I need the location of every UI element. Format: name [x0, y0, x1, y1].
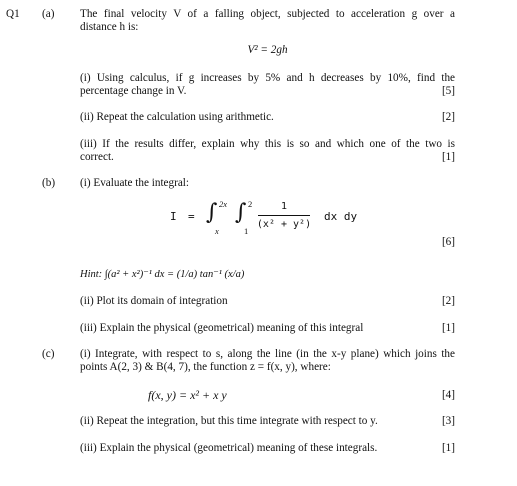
part-c-ii-row	[80, 415, 455, 428]
integral-differentials: dx dy	[324, 210, 358, 223]
part-b-ii-marks: [2]	[441, 295, 455, 307]
inner-lower-limit: 1	[244, 226, 249, 236]
part-a-iii-marks: [1]	[441, 151, 455, 163]
outer-integral-sign: ∫	[206, 200, 218, 225]
part-c-iii-text: (iii) Explain the physical (geometrical) meaning of these integrals.	[80, 442, 378, 454]
part-a-iii-line1: (iii) If the results differ, explain why this is so and which one of the two is	[80, 138, 455, 150]
outer-upper-limit: 2x	[219, 199, 228, 209]
part-a-i-line2: percentage change in V.	[80, 85, 187, 97]
part-b-i-marks: [6]	[441, 236, 455, 248]
part-c-iii-row	[80, 442, 455, 455]
part-a-ii-marks: [2]	[441, 111, 455, 123]
question-number: Q1	[6, 8, 20, 20]
part-a-i-marks: [5]	[441, 85, 455, 97]
part-c-label: (c)	[42, 348, 55, 360]
part-a-iii-row2	[80, 151, 455, 164]
part-c-ii-text: (ii) Repeat the integration, but this time integrate with respect to y.	[80, 415, 378, 427]
inner-integral-sign: ∫	[235, 200, 247, 225]
integral-lhs: I	[170, 210, 177, 223]
part-a-intro-line1: The final velocity V of a falling object, subjected to acceleration g over a	[80, 8, 455, 20]
part-c-ii-marks: [3]	[441, 415, 455, 427]
part-b-iii-marks: [1]	[441, 322, 455, 334]
part-b-ii-text: (ii) Plot its domain of integration	[80, 295, 228, 307]
part-b-hint: Hint: ∫(a² + x²)⁻¹ dx = (1/a) tan⁻¹ (x/a)	[80, 269, 245, 280]
part-a-label: (a)	[42, 8, 55, 20]
part-a-equation: V² = 2gh	[247, 44, 288, 56]
part-a-ii-text: (ii) Repeat the calculation using arithmetic.	[80, 111, 274, 123]
part-a-iii-line2: correct.	[80, 151, 114, 163]
inner-upper-limit: 2	[248, 199, 253, 209]
part-c-i-line2: points A(2, 3) & B(4, 7), the function z = f(x, y), where:	[80, 361, 331, 373]
part-b-i-text: (i) Evaluate the integral:	[80, 177, 190, 189]
integral-equals: =	[188, 210, 195, 223]
fraction-denominator: (x² + y²)	[256, 219, 312, 230]
part-b-ii-row	[80, 295, 455, 308]
fraction-bar	[258, 215, 310, 216]
part-c-i-line1: (i) Integrate, with respect to s, along the line (in the x-y plane) which joins the	[80, 348, 455, 360]
part-a-ii-row	[80, 111, 455, 124]
fraction-numerator: 1	[280, 201, 288, 212]
part-c-iii-marks: [1]	[441, 442, 455, 454]
part-c-function: f(x, y) = x² + x y	[148, 388, 227, 402]
part-b-integral-expression	[170, 196, 430, 240]
outer-lower-limit: x	[215, 226, 219, 236]
part-a-i-row2	[80, 85, 455, 98]
part-a-intro-line2: distance h is:	[80, 21, 139, 33]
part-c-i-marks: [4]	[441, 389, 455, 401]
part-b-label: (b)	[42, 177, 56, 189]
part-b-iii-row	[80, 322, 455, 335]
part-b-iii-text: (iii) Explain the physical (geometrical) meaning of this integral	[80, 322, 364, 334]
part-a-i-line1: (i) Using calculus, if g increases by 5% and h decreases by 10%, find the	[80, 72, 455, 84]
